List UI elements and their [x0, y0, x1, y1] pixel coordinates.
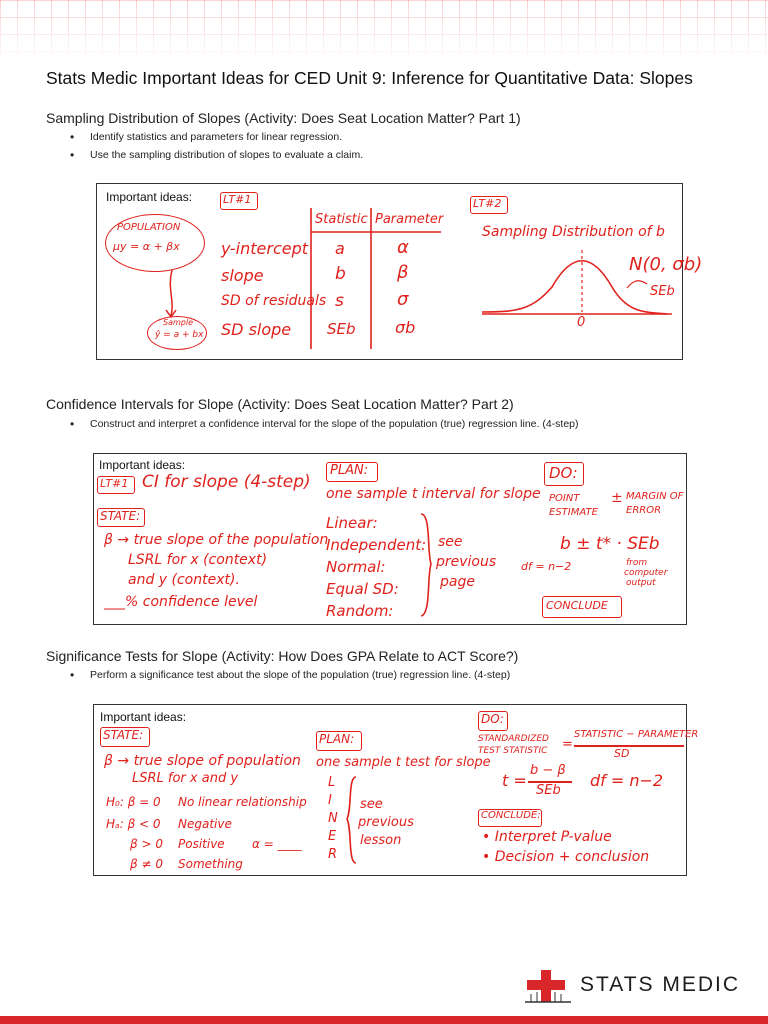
state-tag: STATE: [100, 509, 141, 523]
state-line: LSRL for x (context) [128, 552, 268, 568]
row-name: SD slope [221, 320, 292, 339]
row-stat: b [335, 264, 346, 284]
distribution-se: SEb [650, 284, 675, 299]
brace-icon [419, 512, 435, 618]
hypothesis: H₀: β = 0 [106, 795, 161, 809]
important-ideas-box-ci [93, 453, 687, 625]
header-grid-fade [0, 0, 768, 58]
lt1-tag: LT#1 [223, 193, 252, 206]
state-line: β → true slope of population [104, 753, 301, 769]
row-param: σ [397, 289, 409, 310]
sample-model: ŷ = a + bx [155, 330, 204, 340]
section-heading-sampling: Sampling Distribution of Slopes (Activity: Does Seat Location Matter? Part 1) [46, 110, 521, 126]
section-heading-tests: Significance Tests for Slope (Activity: How Does GPA Relate to ACT Score?) [46, 648, 519, 664]
state-line: β → true slope of the population [104, 532, 329, 548]
lt2-tag: LT#2 [473, 197, 502, 210]
condition: Random: [326, 602, 394, 620]
row-stat: s [335, 291, 344, 311]
t-label: t = [502, 771, 527, 790]
df-label: df = n−2 [521, 560, 572, 573]
box-label: Important ideas: [99, 458, 186, 472]
lt-tag: LT#1 [100, 477, 129, 490]
margin-of-error: MARGIN OF ERROR [626, 491, 684, 516]
see-note: see [438, 534, 463, 550]
distribution-center: 0 [577, 315, 586, 330]
plan-tag: PLAN: [319, 732, 355, 746]
page-title: Stats Medic Important Ideas for CED Unit 9: Inference for Quantitative Data: Slopes [46, 68, 693, 88]
condition: I [328, 793, 332, 808]
section-heading-ci: Confidence Intervals for Slope (Activity: Does Seat Location Matter? Part 2) [46, 396, 514, 412]
from-output: from [626, 558, 648, 568]
col-parameter: Parameter [375, 212, 444, 227]
col-statistic: Statistic [315, 212, 368, 227]
hypothesis: Hₐ: β < 0 [106, 817, 161, 831]
row-param: α [397, 237, 409, 258]
section-bullets-sampling [70, 128, 363, 164]
brace-icon [344, 775, 358, 865]
distribution-label: N(0, σb) [629, 254, 703, 275]
t-numerator: b − β [530, 763, 566, 778]
plan-line: one sample t interval for slope [326, 486, 541, 502]
hypothesis-desc: Positive [178, 837, 225, 851]
df-label: df = n−2 [590, 771, 664, 790]
row-param: σb [395, 318, 416, 337]
conclude-line: • Decision + conclusion [482, 849, 650, 865]
condition: Linear: [326, 514, 378, 532]
condition: E [328, 829, 337, 844]
condition: Equal SD: [326, 580, 399, 598]
hypothesis: β ≠ 0 [130, 857, 163, 871]
bullet-item: • Perform a significance test about the slope of the population (true) regression line. (4-step) [70, 666, 510, 684]
important-ideas-box-sampling [96, 183, 703, 360]
see-note: see [360, 797, 383, 812]
fraction-numerator: STATISTIC − PARAMETER [574, 729, 699, 740]
condition: R [328, 847, 338, 862]
ci-heading: CI for slope (4-step) [142, 472, 311, 492]
conclude-tag: CONCLUDE: [481, 810, 541, 821]
standardized-test-statistic: STANDARDIZED TEST STATISTIC [478, 734, 549, 756]
from-output: computer [624, 568, 668, 578]
footer-bar [0, 1016, 768, 1024]
distribution-title: Sampling Distribution of b [482, 224, 665, 240]
condition: Independent: [326, 536, 427, 554]
alpha-level: α = ____ [252, 837, 302, 851]
condition: N [328, 811, 338, 826]
bullet-item: • Use the sampling distribution of slopes to evaluate a claim. [70, 146, 363, 164]
brand-logo-text: STATS MEDIC [580, 973, 741, 996]
sample-label: Sample [163, 318, 193, 327]
stats-medic-logo-icon [525, 968, 571, 1004]
population-model: μy = α + βx [113, 240, 180, 253]
from-output: output [626, 578, 656, 588]
hypothesis-desc: Negative [178, 817, 232, 831]
plan-line: one sample t test for slope [316, 755, 491, 770]
state-line: ___% confidence level [104, 594, 258, 610]
row-name: SD of residuals [221, 293, 327, 309]
section-bullets-tests [70, 666, 510, 684]
equals-sign: = [562, 737, 573, 752]
bullet-item: • Identify statistics and parameters for linear regression. [70, 128, 363, 146]
see-note: previous [436, 554, 497, 570]
box-label: Important ideas: [106, 190, 193, 204]
see-note: page [440, 574, 475, 590]
condition: Normal: [326, 558, 386, 576]
conclude-line: • Interpret P-value [482, 829, 612, 845]
hypothesis-desc: Something [178, 857, 243, 871]
arrow-icon [157, 270, 187, 320]
do-tag: DO: [549, 464, 578, 482]
fraction-denominator: SD [614, 747, 630, 760]
row-name: y-intercept [221, 239, 309, 258]
state-line: and y (context). [128, 572, 240, 588]
see-note: previous [358, 815, 414, 830]
condition: L [328, 775, 336, 790]
state-line: LSRL for x and y [132, 771, 239, 786]
ci-formula: b ± t* · SEb [560, 534, 660, 554]
plan-tag: PLAN: [330, 463, 369, 478]
row-stat: a [335, 239, 345, 258]
plus-minus: ± [611, 490, 623, 506]
row-name: slope [221, 266, 264, 285]
do-tag: DO: [481, 712, 504, 726]
point-estimate: POINT ESTIMATE [549, 493, 598, 518]
see-note: lesson [360, 833, 402, 848]
t-denominator: SEb [536, 783, 561, 798]
state-tag: STATE: [103, 728, 144, 742]
population-label: POPULATION [117, 222, 181, 233]
box-label: Important ideas: [100, 710, 187, 724]
bullet-item: • Construct and interpret a confidence interval for the slope of the population (true) regression line. (4-step) [70, 415, 579, 433]
hypothesis-desc: No linear relationship [178, 795, 307, 809]
row-stat: SEb [327, 320, 356, 338]
row-param: β [397, 262, 409, 283]
important-ideas-box-tests [93, 704, 699, 876]
section-bullets-ci [70, 415, 579, 433]
conclude-tag: CONCLUDE [546, 599, 608, 612]
hypothesis: β > 0 [130, 837, 163, 851]
